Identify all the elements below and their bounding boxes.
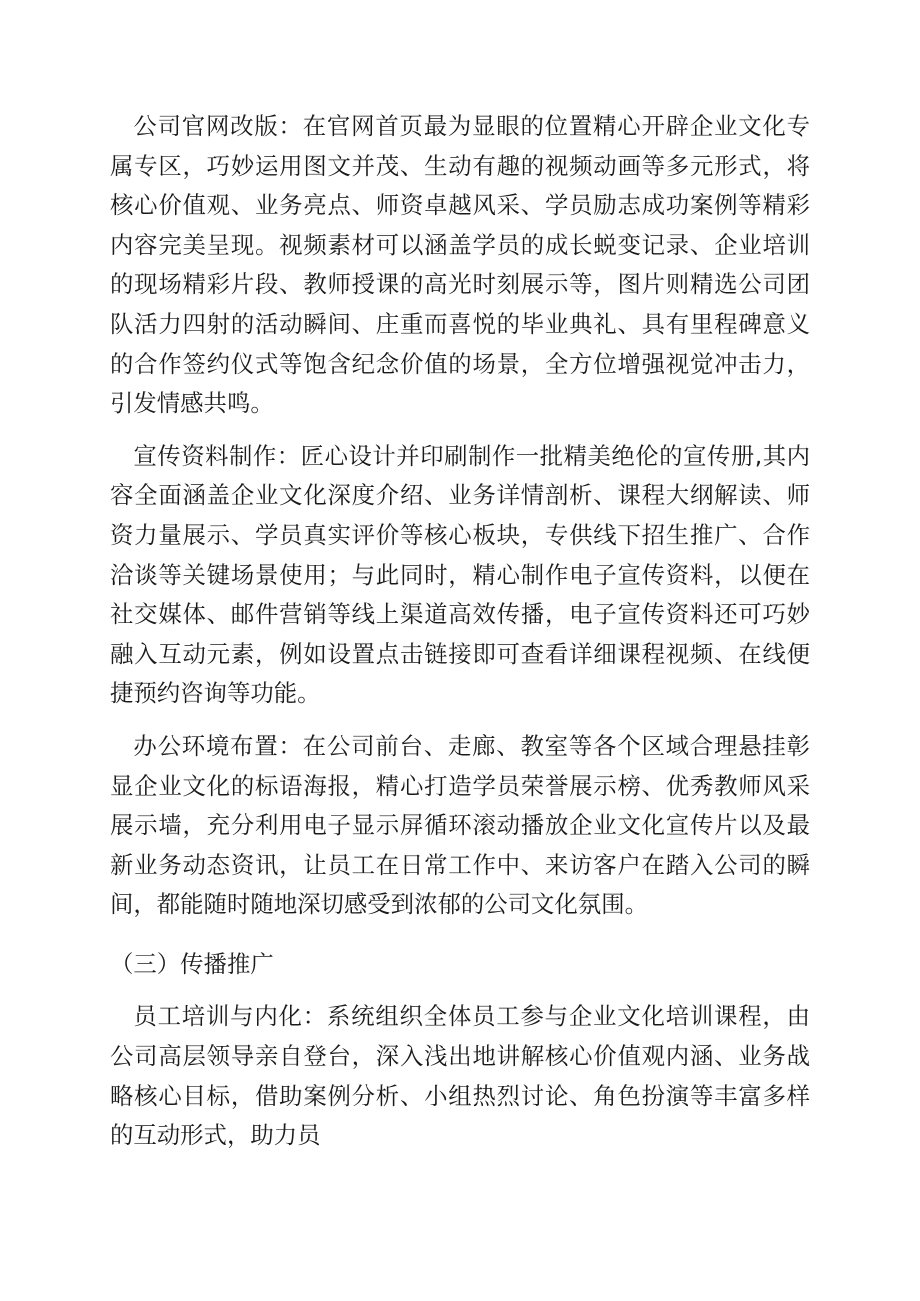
section-heading: （三）传播推广 (110, 949, 274, 978)
paragraph-promotional-materials: 宣传资料制作：匠心设计并印刷制作一批精美绝伦的宣传册,其内容全面涵盖企业文化深度介绍、业务详情剖析、课程大纲解读、师资力量展示、学员真实评价等核心板块，专供线下招生推广、合作洽谈等关键场景使用；与此同时，精心制作电子宣传资料，以便在社交媒体、邮件营销等线上渠道高效传播，电子宣传资料还可巧妙融入互动元素，例如设置点击链接即可查看详细课程视频、在线便捷预约咨询等功能。 (110, 441, 810, 708)
paragraph-employee-training: 员工培训与内化：系统组织全体员工参与企业文化培训课程，由公司高层领导亲自登台，深入浅出地讲解核心价值观内涵、业务战略核心目标，借助案例分析、小组热烈讨论、角色扮演等丰富多样的互动形式，助力员 (110, 1002, 810, 1150)
paragraph-website-redesign: 公司官网改版：在官网首页最为显眼的位置精心开辟企业文化专属专区，巧妙运用图文并茂、生动有趣的视频动画等多元形式，将核心价值观、业务亮点、师资卓越风采、学员励志成功案例等精彩内容完美呈现。视频素材可以涵盖学员的成长蜕变记录、企业培训的现场精彩片段、教师授课的高光时刻展示等，图片则精选公司团队活力四射的活动瞬间、庄重而喜悦的毕业典礼、具有里程碑意义的合作签约仪式等饱含纪念价值的场景，全方位增强视觉冲击力，引发情感共鸣。 (110, 112, 810, 418)
paragraph-office-environment: 办公环境布置：在公司前台、走廊、教室等各个区域合理悬挂彰显企业文化的标语海报，精心打造学员荣誉展示榜、优秀教师风采展示墙，充分利用电子显示屏循环滚动播放企业文化宣传片以及最新业务动态资讯，让员工在日常工作中、来访客户在踏入公司的瞬间，都能随时随地深切感受到浓郁的公司文化氛围。 (110, 731, 810, 919)
document-body (110, 107, 810, 1156)
